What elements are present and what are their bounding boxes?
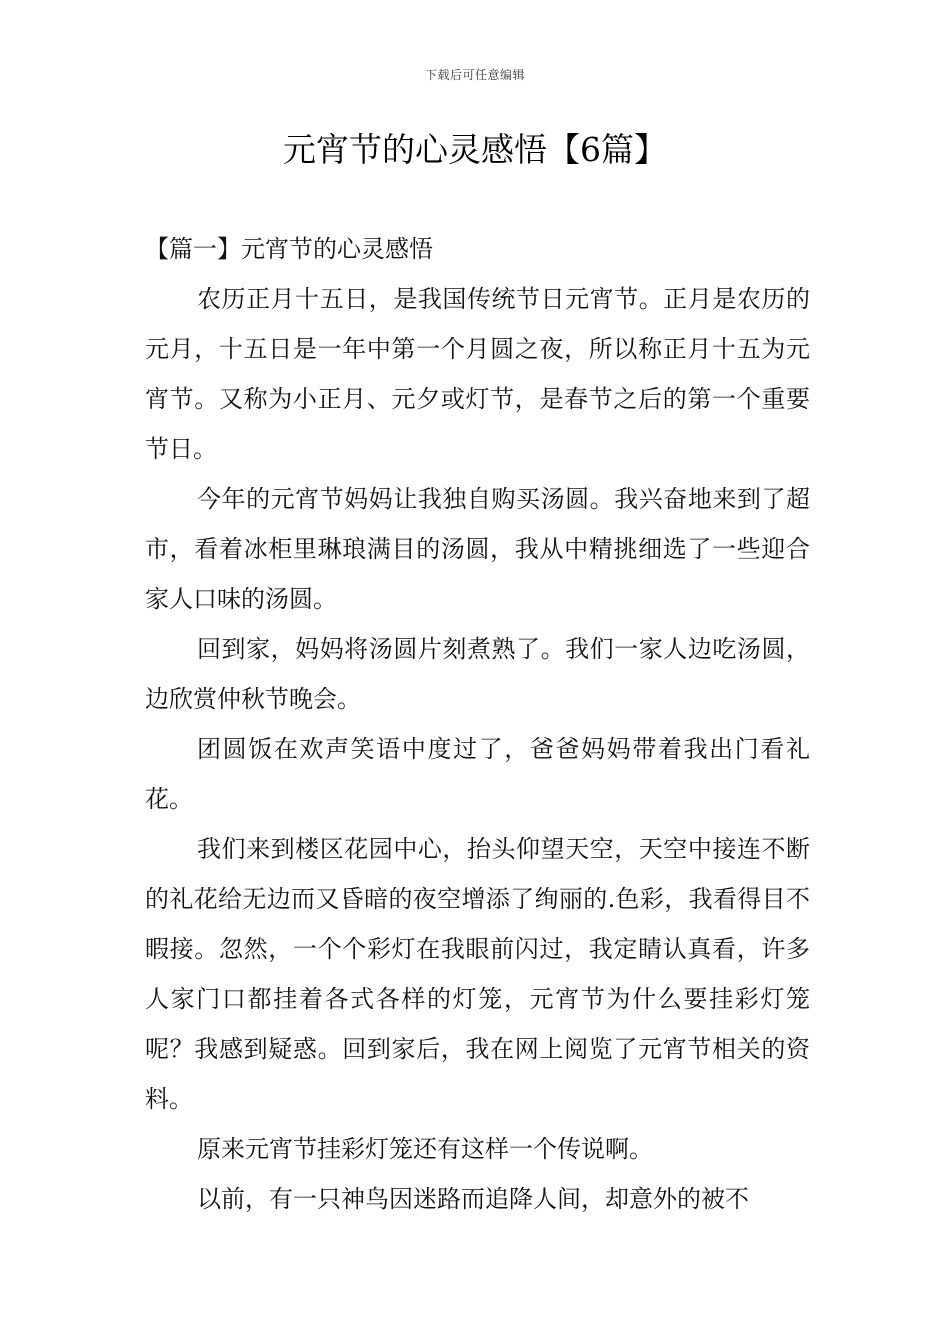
header-note: 下载后可任意编辑 xyxy=(424,68,525,82)
paragraph: 以前，有一只神鸟因迷路而追降人间，却意外的被不 xyxy=(197,1185,749,1213)
paragraph: 今年的元宵节妈妈让我独自购买汤圆。我兴奋地来到了超市，看着冰柜里琳琅满目的汤圆，我从中精挑细选了一些迎合家人口味的汤圆。 xyxy=(145,485,810,613)
paragraph: 团圆饭在欢声笑语中度过了，爸爸妈妈带着我出门看礼花。 xyxy=(145,735,810,813)
paragraph: 原来元宵节挂彩灯笼还有这样一个传说啊。 xyxy=(197,1135,653,1163)
document-body xyxy=(145,224,810,1224)
section-heading: 【篇一】元宵节的心灵感悟 xyxy=(145,235,433,263)
document-title: 元宵节的心灵感悟【6篇】 xyxy=(283,130,667,169)
paragraph: 农历正月十五日，是我国传统节日元宵节。正月是农历的元月，十五日是一年中第一个月圆之夜，所以称正月十五为元宵节。又称为小正月、元夕或灯节，是春节之后的第一个重要节日。 xyxy=(145,285,810,463)
paragraph: 我们来到楼区花园中心，抬头仰望天空，天空中接连不断的礼花给无边而又昏暗的夜空增添了绚丽的.色彩，我看得目不暇接。忽然，一个个彩灯在我眼前闪过，我定睛认真看，许多人家门口都挂着各式各样的灯笼，元宵节为什么要挂彩灯笼呢？我感到疑惑。回到家后，我在网上阅览了元宵节相关的资料。 xyxy=(145,835,810,1113)
paragraph: 回到家，妈妈将汤圆片刻煮熟了。我们一家人边吃汤圆，边欣赏仲秋节晚会。 xyxy=(145,635,810,713)
